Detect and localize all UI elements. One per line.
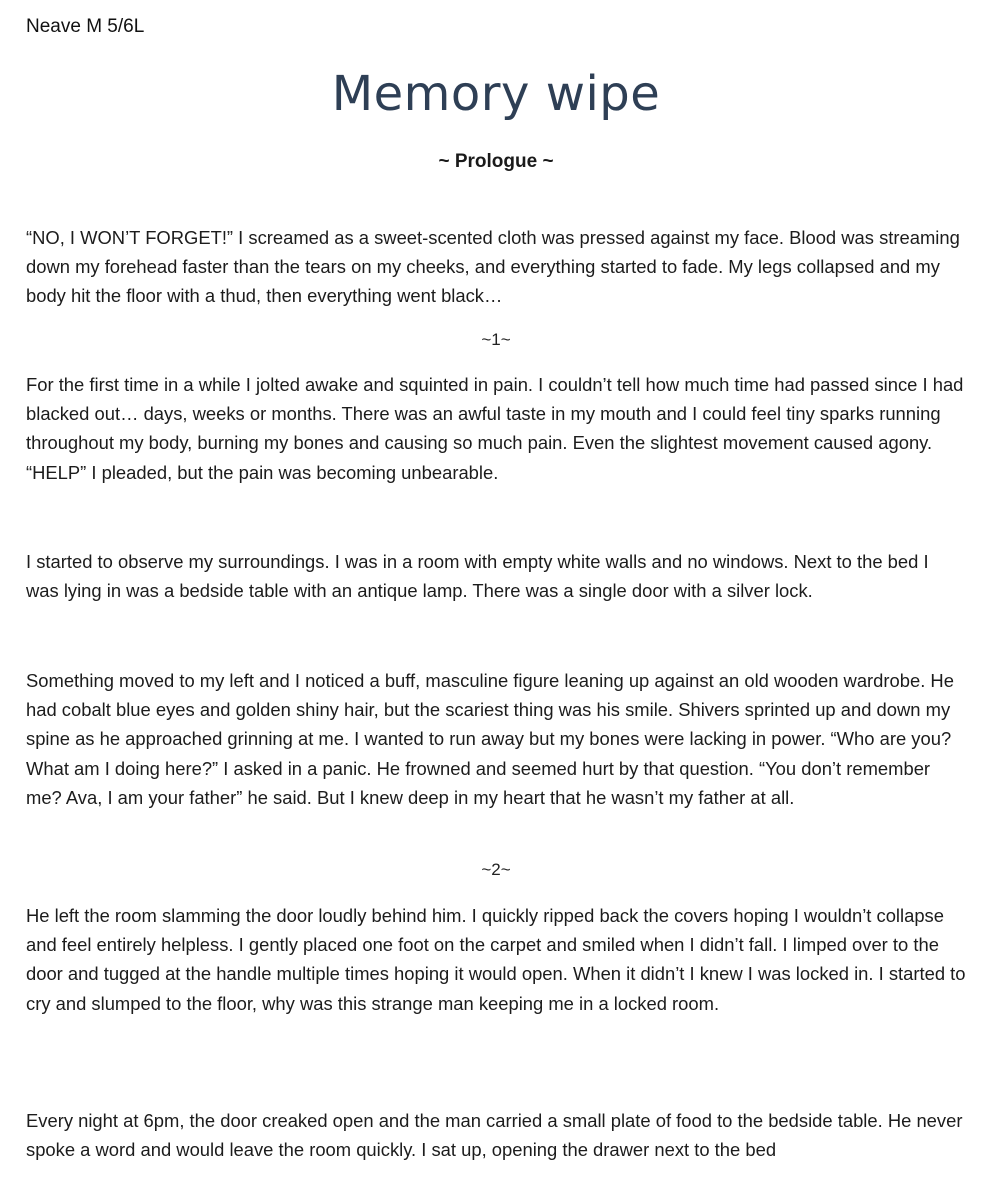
prologue-paragraph: “NO, I WON’T FORGET!” I screamed as a sweet-scented cloth was pressed against my face. Blood was streaming down my forehead faster than the tears on my cheeks, and everything started to fade. My legs collapsed and my body hit the floor with a thud, then everything went black… bbox=[26, 227, 960, 307]
chapter-1-marker: ~1~ bbox=[481, 330, 511, 349]
document-page bbox=[26, 0, 966, 1200]
document-title: Memory wipe bbox=[331, 66, 661, 122]
prologue-heading: ~ Prologue ~ bbox=[438, 151, 554, 172]
chapter-2-marker: ~2~ bbox=[481, 860, 511, 879]
title-reflection bbox=[26, 110, 966, 124]
chapter-1-paragraph-2: I started to observe my surroundings. I was in a room with empty white walls and no windows. Next to the bed I was lying in was a bedside table with an antique lamp. There was a single door with a silver lock. bbox=[26, 551, 929, 602]
chapter-2-paragraph-2: Every night at 6pm, the door creaked open and the man carried a small plate of food to the bedside table. He never spoke a word and would leave the room quickly. I sat up, opening the drawer next to the bed bbox=[26, 1110, 963, 1161]
chapter-1-paragraph-1: For the first time in a while I jolted awake and squinted in pain. I couldn’t tell how much time had passed since I had blacked out… days, weeks or months. There was an awful taste in my mouth and I could feel tiny sparks running throughout my body, burning my bones and causing so much pain. Even the slightest movement caused agony. “HELP” I pleaded, but the pain was becoming unbearable. bbox=[26, 374, 964, 483]
author-label: Neave M 5/6L bbox=[26, 16, 145, 37]
chapter-1-paragraph-3: Something moved to my left and I noticed a buff, masculine figure leaning up against an old wooden wardrobe. He had cobalt blue eyes and golden shiny hair, but the scariest thing was his smile. Shivers sprinted up and down my spine as he approached grinning at me. I wanted to run away but my bones were lacking in power. “Who are you? What am I doing here?” I asked in a panic. He frowned and seemed hurt by that question. “You don’t remember me? Ava, I am your father” he said. But I knew deep in my heart that he wasn’t my father at all. bbox=[26, 670, 954, 808]
chapter-2-paragraph-1: He left the room slamming the door loudly behind him. I quickly ripped back the covers hoping I wouldn’t collapse and feel entirely helpless. I gently placed one foot on the carpet and smiled when I didn’t fall. I limped over to the door and tugged at the handle multiple times hoping it would open. When it didn’t I knew I was locked in. I started to cry and slumped to the floor, why was this strange man keeping me in a locked room. bbox=[26, 905, 966, 1014]
title-block bbox=[26, 64, 966, 124]
